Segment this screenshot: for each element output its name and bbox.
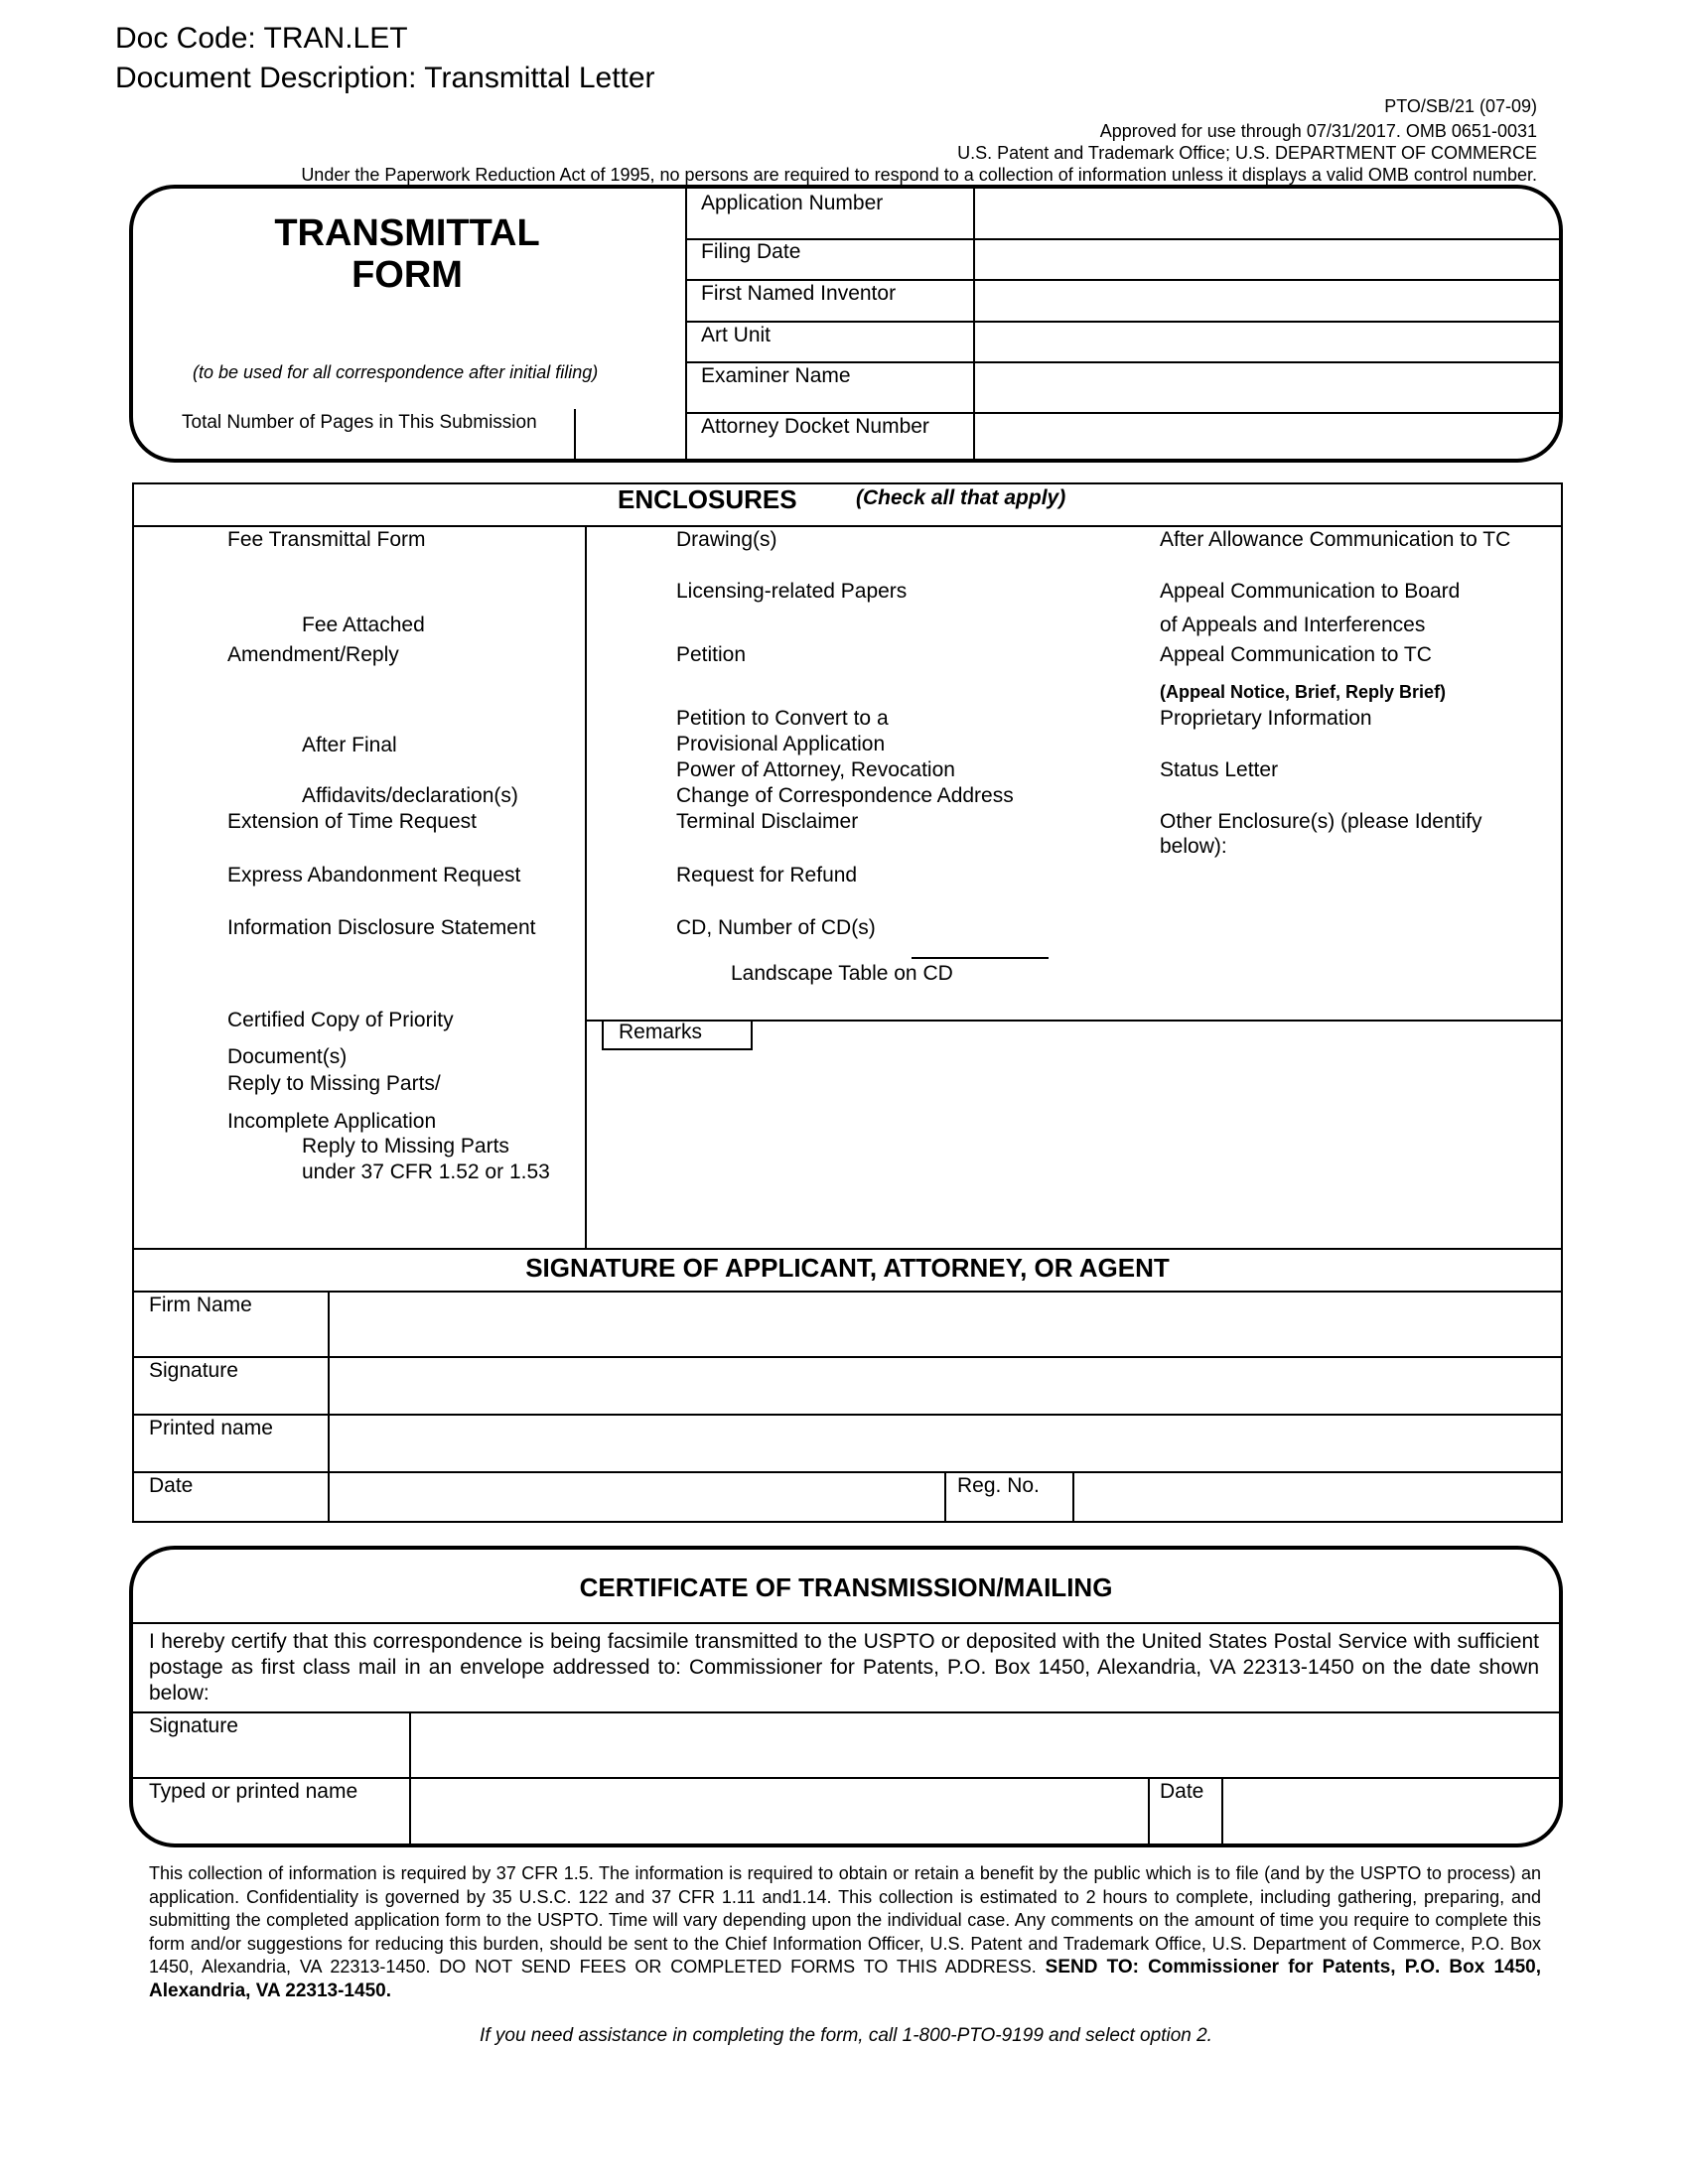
enc-power-of-attorney[interactable]: Power of Attorney, Revocation: [676, 758, 955, 781]
sig-row-line: [132, 1471, 1563, 1473]
field-row-line: [685, 361, 1561, 363]
art-unit-label: Art Unit: [701, 324, 772, 346]
signature-top-line: [132, 1248, 1563, 1250]
enc-fee-transmittal[interactable]: Fee Transmittal Form: [227, 528, 426, 551]
cert-col-line: [1148, 1777, 1150, 1847]
date-label: Date: [149, 1474, 194, 1497]
cert-row-line: [131, 1777, 1561, 1779]
first-named-inventor-input[interactable]: [977, 283, 1557, 319]
remarks-area[interactable]: [596, 1054, 1553, 1245]
enc-appeal-board[interactable]: Appeal Communication to Board: [1160, 580, 1461, 603]
firm-name-input[interactable]: [332, 1295, 1559, 1354]
attorney-docket-label: Attorney Docket Number: [701, 415, 929, 438]
printed-name-label: Printed name: [149, 1417, 273, 1439]
enc-petition[interactable]: Petition: [676, 643, 747, 666]
total-pages-field[interactable]: [576, 409, 685, 461]
enc-reply-missing[interactable]: Reply to Missing Parts: [302, 1135, 509, 1158]
transmittal-note: (to be used for all correspondence after initial filing): [193, 362, 599, 382]
enc-petition-convert[interactable]: Petition to Convert to a: [676, 707, 889, 730]
examiner-name-input[interactable]: [977, 365, 1557, 410]
cert-col-line: [409, 1711, 411, 1847]
enc-express-abandonment[interactable]: Express Abandonment Request: [227, 864, 521, 887]
sig-row-line: [132, 1291, 1563, 1293]
cert-typed-name-input[interactable]: [413, 1781, 1146, 1841]
cert-signature-input[interactable]: [413, 1715, 1555, 1775]
field-row-line: [685, 321, 1561, 323]
sig-col-line: [1072, 1471, 1074, 1523]
field-row-line: [685, 238, 1561, 240]
enc-proprietary[interactable]: Proprietary Information: [1160, 707, 1372, 730]
enc-cd-number[interactable]: CD, Number of CD(s): [676, 916, 876, 939]
field-row-line: [685, 279, 1561, 281]
approved-through: Approved for use through 07/31/2017. OMB 0651-0031: [1099, 121, 1537, 141]
enclosures-col-divider: [585, 525, 587, 1250]
art-unit-input[interactable]: [977, 325, 1557, 359]
first-named-inventor-label: First Named Inventor: [701, 282, 897, 305]
enc-after-final[interactable]: After Final: [302, 734, 397, 756]
enc-certified-copy[interactable]: Certified Copy of Priority: [227, 1009, 454, 1031]
doc-description: Document Description: Transmittal Letter: [115, 62, 655, 94]
cert-signature-label: Signature: [149, 1714, 238, 1737]
enc-ids[interactable]: Information Disclosure Statement: [227, 916, 536, 939]
enc-drawings[interactable]: Drawing(s): [676, 528, 777, 551]
filing-date-input[interactable]: [977, 242, 1557, 277]
enc-appeal-tc[interactable]: Appeal Communication to TC: [1160, 643, 1432, 666]
enc-status-letter[interactable]: Status Letter: [1160, 758, 1279, 781]
fields-left-border: [685, 187, 687, 461]
enc-other[interactable]: Other Enclosure(s) (please Identify: [1160, 810, 1482, 833]
field-row-line: [685, 412, 1561, 414]
certificate-title: CERTIFICATE OF TRANSMISSION/MAILING: [579, 1572, 1113, 1602]
enc-terminal-disclaimer[interactable]: Terminal Disclaimer: [676, 810, 859, 833]
signature-input[interactable]: [332, 1360, 1559, 1412]
enc-after-allowance[interactable]: After Allowance Communication to TC: [1160, 528, 1511, 551]
enclosures-subtitle: (Check all that apply): [856, 486, 1066, 509]
enc-other-2: below):: [1160, 835, 1227, 858]
examiner-name-label: Examiner Name: [701, 364, 851, 387]
enc-appeal-tc-note: (Appeal Notice, Brief, Reply Brief): [1160, 682, 1447, 702]
sig-col-line: [328, 1291, 330, 1523]
date-input[interactable]: [332, 1475, 942, 1521]
doc-code: Doc Code: TRAN.LET: [115, 22, 408, 55]
send-to: SEND TO: Commissioner for Patents, P.O. Box 1450, Alexandria, VA 22313-1450.: [149, 1957, 1541, 2001]
transmittal-title-1: TRANSMITTAL: [274, 212, 540, 254]
attorney-docket-input[interactable]: [977, 416, 1533, 459]
transmittal-title-2: FORM: [352, 254, 463, 296]
certificate-header-line: [131, 1622, 1561, 1624]
burden-statement: This collection of information is required by 37 CFR 1.5. The information is required to obtain or retain a benefit by the public which is to file (and by the USPTO to process) an application. Confidentiality is governed by 35 U.S.C. 122 and 37 CFR 1.11 and1.14. This collection is estimated to 2 hours to complete, including gathering, preparing, and submitting the completed application form to the USPTO. Time will vary depending upon the individual case. Any comments on the amount of time you require to complete this form and/or suggestions for reducing this burden, should be sent to the Chief Information Officer, U.S. Patent and Trademark Office, U.S. Department of Commerce, P.O. Box 1450, Alexandria, VA 22313-1450. DO NOT SEND FEES OR COMPLETED FORMS TO THIS ADDRESS. SEND TO: Commissioner for Patents, P.O. Box 1450, Alexandria, VA 22313-1450.: [149, 1863, 1541, 2001]
cert-col-line: [1221, 1777, 1223, 1847]
sig-col-line: [944, 1471, 946, 1523]
reg-no-label: Reg. No.: [957, 1474, 1040, 1497]
enc-change-address[interactable]: Change of Correspondence Address: [676, 784, 1014, 807]
paperwork-notice: Under the Paperwork Reduction Act of 1995, no persons are required to respond to a collection of information unless it displays a valid OMB control number.: [301, 165, 1537, 185]
fields-mid-border: [973, 187, 975, 461]
enc-landscape-table[interactable]: Landscape Table on CD: [731, 962, 953, 985]
cert-row-line: [131, 1711, 1561, 1713]
cert-typed-name-label: Typed or printed name: [149, 1780, 358, 1803]
sig-row-line: [132, 1356, 1563, 1358]
signature-title: SIGNATURE OF APPLICANT, ATTORNEY, OR AGENT: [525, 1253, 1170, 1283]
form-number: PTO/SB/21 (07-09): [1384, 96, 1537, 116]
firm-name-label: Firm Name: [149, 1294, 252, 1316]
cert-date-input[interactable]: [1225, 1781, 1543, 1837]
sig-row-line: [132, 1414, 1563, 1416]
enc-affidavits[interactable]: Affidavits/declaration(s): [302, 784, 518, 807]
enc-appeal-board-2: of Appeals and Interferences: [1160, 614, 1426, 636]
certificate-text: I hereby certify that this correspondence is being facsimile transmitted to the USPTO or deposited with the United States Postal Service with sufficient postage as first class mail in an envelope addressed to: Commissioner for Patents, P.O. Box 1450, Alexandria, VA 22313-1450 on the date shown below:: [149, 1630, 1539, 1705]
enclosures-header-line: [132, 525, 1563, 527]
enc-missing-parts-2: Incomplete Application: [227, 1110, 437, 1133]
enc-amendment-reply[interactable]: Amendment/Reply: [227, 643, 399, 666]
signature-label: Signature: [149, 1359, 238, 1382]
cd-number-input-line[interactable]: [912, 957, 1049, 959]
enc-request-refund[interactable]: Request for Refund: [676, 864, 858, 887]
assistance-note: If you need assistance in completing the form, call 1-800-PTO-9199 and select option 2.: [480, 2025, 1212, 2046]
enc-certified-copy-2: Document(s): [227, 1045, 348, 1068]
enc-fee-attached[interactable]: Fee Attached: [302, 614, 425, 636]
enclosures-title: ENCLOSURES: [618, 484, 797, 514]
enc-licensing[interactable]: Licensing-related Papers: [676, 580, 908, 603]
application-number-label: Application Number: [701, 192, 884, 214]
application-number-input[interactable]: [977, 189, 1557, 236]
cert-date-label: Date: [1160, 1780, 1204, 1803]
enc-missing-parts[interactable]: Reply to Missing Parts/: [227, 1072, 441, 1095]
enc-petition-convert-2: Provisional Application: [676, 733, 886, 755]
reg-no-input[interactable]: [1076, 1475, 1559, 1521]
office-name: U.S. Patent and Trademark Office; U.S. DEPARTMENT OF COMMERCE: [957, 143, 1537, 163]
printed-name-input[interactable]: [332, 1418, 1559, 1469]
enc-reply-missing-2: under 37 CFR 1.52 or 1.53: [302, 1160, 550, 1183]
total-pages-label: Total Number of Pages in This Submission: [182, 412, 537, 433]
remarks-label: Remarks: [619, 1021, 703, 1043]
filing-date-label: Filing Date: [701, 240, 801, 263]
enc-extension[interactable]: Extension of Time Request: [227, 810, 477, 833]
